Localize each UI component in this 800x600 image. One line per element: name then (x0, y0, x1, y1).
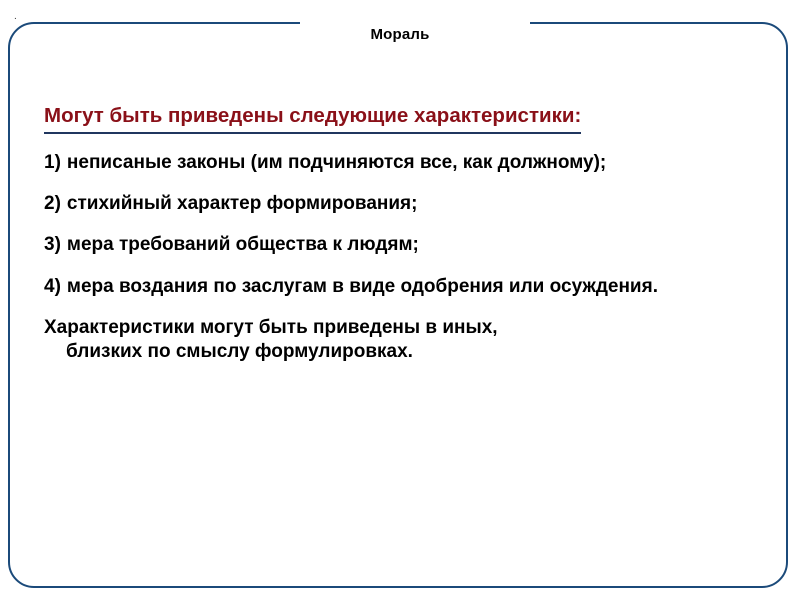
list-item (44, 192, 760, 216)
corner-mark: . (14, 11, 17, 22)
list-item-text (67, 275, 760, 299)
list-item-marker: 1) (44, 151, 61, 173)
list-item-text (67, 151, 760, 175)
list-item-line2: должному); (497, 151, 607, 173)
list-item (44, 233, 760, 257)
list-item-line1: мера воздания по заслугам в виде одобрения или (66, 275, 545, 297)
characteristics-heading: Могут быть приведены следующие характеристики: (44, 104, 581, 134)
list-item-line1: неписаные законы (им подчиняются все, как (66, 151, 493, 173)
list-item-marker: 3) (44, 234, 61, 256)
list-item-line1: стихийный характер формирования; (66, 192, 418, 214)
list-item-line2: осуждения. (549, 275, 658, 297)
closing-line-2: близких по смыслу формулировках. (66, 341, 413, 363)
closing-paragraph (44, 316, 760, 365)
slide-title: Мораль (370, 26, 430, 43)
list-item-text (67, 192, 760, 216)
list-item-text (67, 233, 760, 257)
list-item-marker: 2) (44, 192, 61, 214)
slide-body (44, 104, 760, 364)
list-item-marker: 4) (44, 275, 61, 297)
closing-line-1: Характеристики могут быть приведены в иных, (44, 316, 498, 338)
list-item (44, 151, 760, 175)
list-item (44, 275, 760, 299)
list-item-line1: мера требований общества к людям; (66, 234, 419, 256)
